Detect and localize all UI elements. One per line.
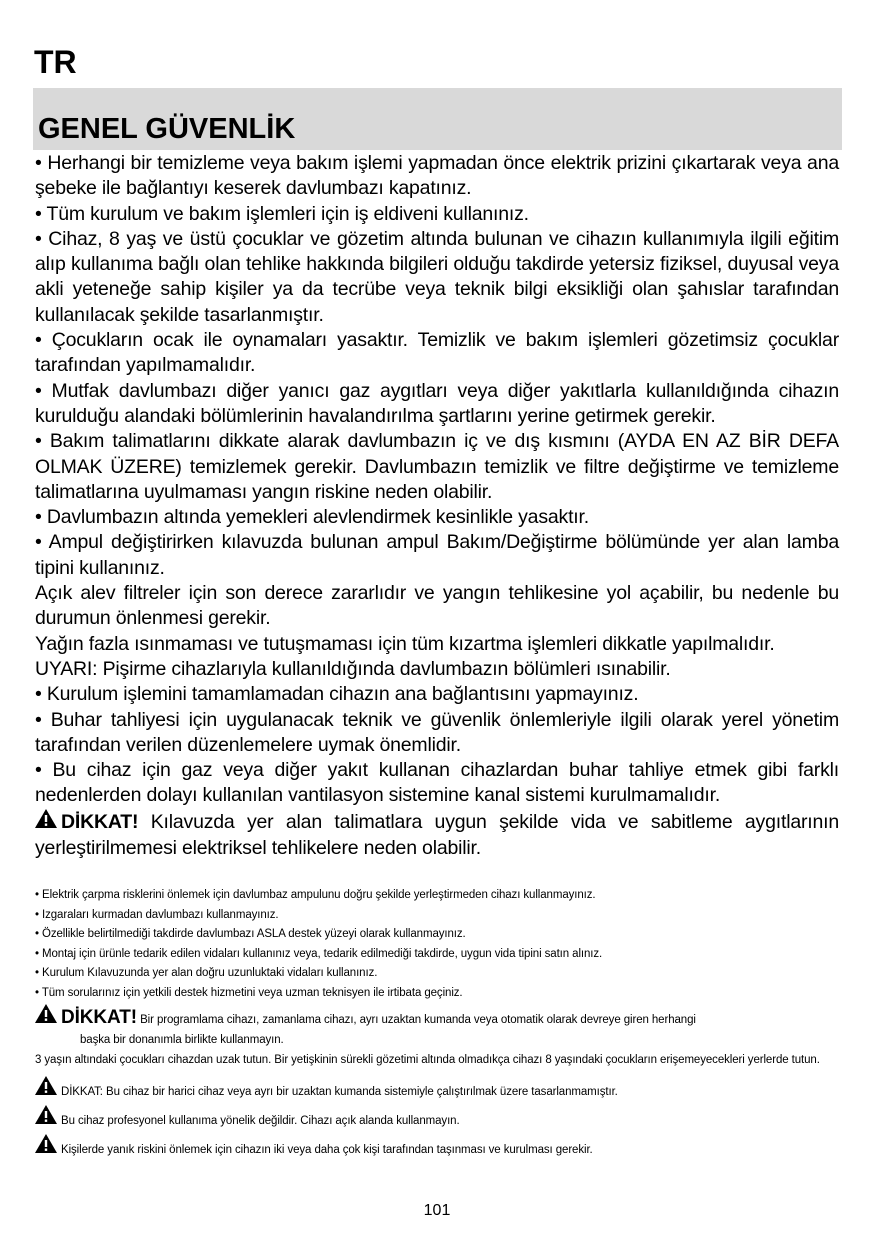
note-item xyxy=(35,1134,839,1163)
small-bullet: • Elektrik çarpma risklerini önlemek için davlumbaz ampulunu doğru şekilde yerleştirmeden cihazı kullanmayınız. xyxy=(35,889,596,901)
safety-paragraph: Açık alev filtreler için son derece zararlıdır ve yangın tehlikesine yol açabilir, bu nedenle bu durumun önlenmesi gerekir. xyxy=(35,582,839,630)
safety-bullet: • Bu cihaz için gaz veya diğer yakıt kullanan cihazlardan buhar tahliye etmek gibi farklı nedenlerden dolayı kullanılan vantilasyon sistemine kanal sistemi kurulmamalıdır. xyxy=(35,759,839,807)
safety-bullet: • Buhar tahliyesi için uygulanacak teknik ve güvenlik önlemleriyle ilgili olarak yerel yönetim tarafından verilen düzenlemelere uymak önemlidir. xyxy=(35,708,839,756)
safety-bullet: • Ampul değiştirirken kılavuzda bulunan ampul Bakım/Değiştirme bölümünde yer alan lamba tipini kullanınız. xyxy=(35,531,839,579)
children-note: 3 yaşın altındaki çocukları cihazdan uzak tutun. Bir yetişkinin sürekli gözetimi altında olmadıkça cihazı 8 yaşındaki çocukların erişemeyecekleri yerlerde tutun. xyxy=(35,1054,820,1066)
safety-bullet: • Kurulum işlemini tamamlamadan cihazın ana bağlantısını yapmayınız. xyxy=(35,683,639,706)
warning-paragraph-2 xyxy=(35,1004,839,1031)
safety-bullet: • Mutfak davlumbazı diğer yanıcı gaz aygıtları veya diğer yakıtlarla kullanıldığında cihazın kurulduğu alandaki bölümlerinin havalandırılma şartlarını yerine getirmek gerekir. xyxy=(35,379,839,427)
warning-triangle-icon xyxy=(35,1076,57,1095)
warning-text: Kılavuzda yer alan talimatlara uygun şekilde vida ve sabitleme aygıtlarının yerleştirilmemesi elektriksel tehlikelere neden olabilir. xyxy=(35,810,839,859)
warning-section-2 xyxy=(35,1004,839,1163)
small-bullet: • Montaj için ürünle tedarik edilen vidaları kullanınız veya, tedarik edilmediği takdirde, uygun vida tipini satın alınız. xyxy=(35,947,603,960)
small-bullet: • Tüm sorularınız için yetkili destek hizmetini veya uzman teknisyen ile irtibata geçiniz. xyxy=(35,986,463,999)
page-number: 101 xyxy=(423,1202,451,1219)
safety-bullet: • Tüm kurulum ve bakım işlemleri için iş eldiveni kullanınız. xyxy=(35,202,529,225)
safety-bullet: • Cihaz, 8 yaş ve üstü çocuklar ve gözetim altında bulunan ve cihazın kullanımıyla ilgili eğitim alıp kullanıma bağlı olan tehlike hakkında bilgileri olduğu takdirde yetersiz fiziksel, duyusal veya akli yeteneğe sahip kişiler ya da tecrübe veya teknik bilgi eksikliği olan şahıslar tarafından kullanılacak şekilde tasarlanmıştır. xyxy=(35,227,839,326)
note-text: Bu cihaz profesyonel kullanıma yönelik değildir. Cihazı açık alanda kullanmayın. xyxy=(61,1114,460,1127)
note-item xyxy=(35,1076,839,1105)
safety-paragraph: Yağın fazla ısınmaması ve tutuşmaması için tüm kızartma işlemleri dikkatle yapılmalıdır. xyxy=(35,632,775,655)
safety-bullet: • Herhangi bir temizleme veya bakım işlemi yapmadan önce elektrik prizini çıkartarak veya ana şebeke ile bağlantıyı keserek davlumbazı kapatınız. xyxy=(35,152,839,200)
safety-bullet: • Çocukların ocak ile oynamaları yasaktır. Temizlik ve bakım işlemleri gözetimsiz çocuklar tarafından yapılmamalıdır. xyxy=(35,329,839,377)
small-bullet: • Kurulum Kılavuzunda yer alan doğru uzunluktaki vidaları kullanınız. xyxy=(35,967,378,980)
warning-triangle-icon xyxy=(35,1004,57,1023)
warning-triangle-icon xyxy=(35,809,57,828)
warning-label: DİKKAT! xyxy=(61,810,139,833)
section-heading: GENEL GÜVENLİK xyxy=(38,113,296,145)
small-bullet: • Izgaraları kurmadan davlumbazı kullanmayınız. xyxy=(35,908,279,921)
warning-paragraph-1 xyxy=(35,809,839,861)
small-bullet: • Özellikle belirtilmediği takdirde davlumbazı ASLA destek yüzeyi olarak kullanmayınız. xyxy=(35,928,466,941)
safety-bullet: • Bakım talimatlarını dikkate alarak davlumbazın iç ve dış kısmını (AYDA EN AZ BİR DEFA OLMAK ÜZERE) temizlemek gerekir. Davlumbazın temizlik ve filtre değiştirme ve temizleme talimatlarına uyulmaması yangın riskine neden olabilir. xyxy=(35,430,839,503)
warning-label: DİKKAT! xyxy=(61,1007,137,1028)
safety-bullet: • Davlumbazın altında yemekleri alevlendirmek kesinlikle yasaktır. xyxy=(35,506,589,529)
warning-continuation: başka bir donanımla birlikte kullanmayın. xyxy=(80,1034,284,1046)
warning-triangle-icon xyxy=(35,1134,57,1153)
safety-paragraph: UYARI: Pişirme cihazlarıyla kullanıldığında davlumbazın bölümleri ısınabilir. xyxy=(35,657,671,680)
note-item xyxy=(35,1105,839,1134)
note-text: DİKKAT: Bu cihaz bir harici cihaz veya ayrı bir uzaktan kumanda sistemiyle çalıştırılmak üzere tasarlanmamıştır. xyxy=(61,1085,618,1098)
language-code: TR xyxy=(34,44,77,80)
note-text: Kişilerde yanık riskini önlemek için cihazın iki veya daha çok kişi tarafından taşınması ve kurulması gerekir. xyxy=(61,1143,593,1156)
warning-triangle-icon xyxy=(35,1105,57,1124)
safety-body xyxy=(35,151,839,861)
small-bullet-list xyxy=(35,886,839,1004)
warning-text: Bir programlama cihazı, zamanlama cihazı, ayrı uzaktan kumanda veya otomatik olarak devreye giren herhangi xyxy=(140,1014,696,1026)
